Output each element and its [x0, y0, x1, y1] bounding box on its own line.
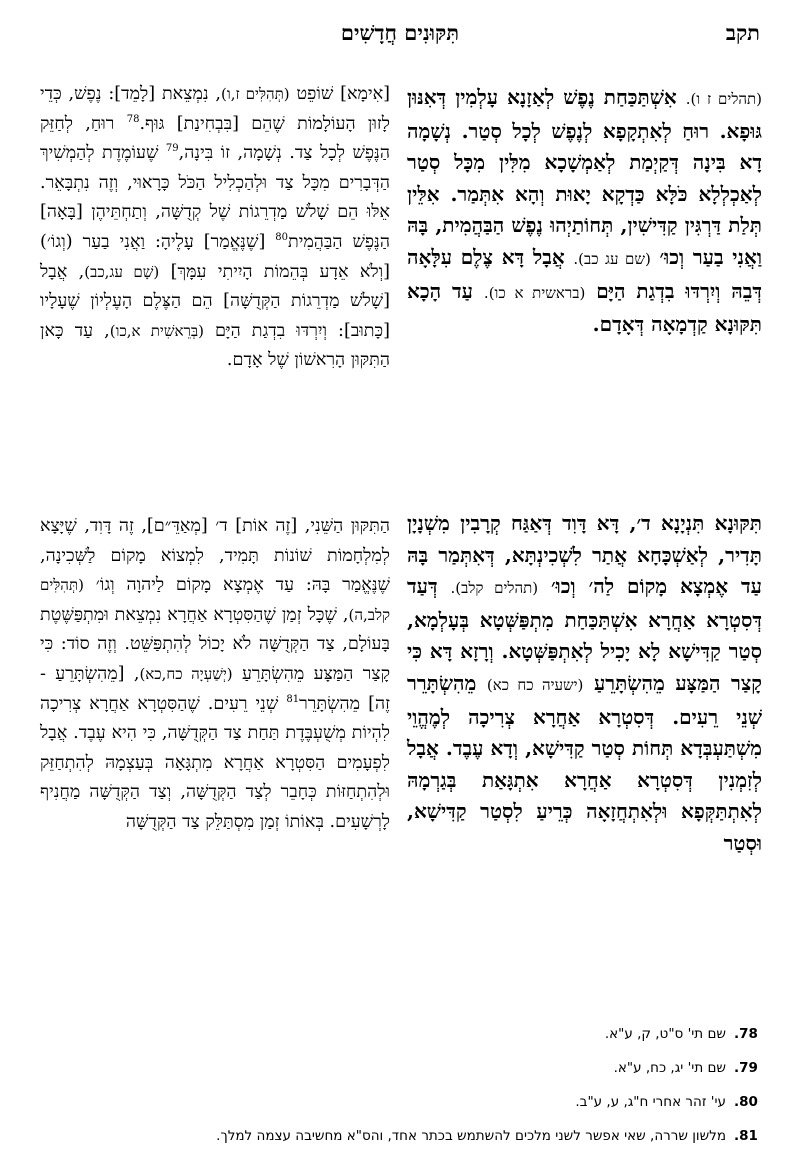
- footnote: [40, 1026, 760, 1060]
- footnotes: [40, 1026, 760, 1162]
- source-citation: (בראשית א כו).: [483, 283, 586, 302]
- footnote-number: 78.: [734, 1026, 758, 1042]
- footnote-text: עי' זהר אחרי ח"ג, ע, ע"ב.: [575, 1094, 726, 1110]
- footnote-number: 81.: [734, 1128, 758, 1144]
- footnote-ref[interactable]: 78: [126, 113, 140, 125]
- footnote-ref[interactable]: 79: [165, 143, 179, 155]
- source-citation: (יְשַׁעְיָה כח,כא): [139, 664, 233, 683]
- hebrew-text: רוּחַ, לְחַזֵּק הַנֶּפֶשׁ לְכָל צַד. נְשָׁמָה, זוֹ בִּינָה,: [40, 113, 390, 164]
- footnote-text: שם תי' ס"ט, ק, ע"א.: [604, 1026, 726, 1042]
- page-number: תקב: [725, 20, 760, 45]
- source-citation: (תְּהִלִּים קלב,ה): [40, 576, 390, 624]
- footnote: [40, 1060, 760, 1094]
- source-citation: (תְּהִלִּים ז,ו): [221, 85, 290, 103]
- aramaic-text: תִּקּוּנָא תִּנְיָנָא ד׳, דָּא דָּוִד דְּאַגַּח קְרָבִין מִשְׁנָיָן תָּדִיר, לְאַשְׁכָּחָא אֲתַר לִשְׁכִינְתָּא, דְּאִתְּמַר בָּהּ עַד אֶמְצָא מָקוֹם לַה׳ וְכוּ׳: [407, 511, 762, 599]
- hebrew-paragraph-2: [40, 512, 390, 838]
- footnote-text: שם תי' יג, כח, ע"א.: [613, 1060, 726, 1076]
- aramaic-text: עַד הָכָא תִּקּוּנָא קַדְמָאָה דְּאָדָם.: [407, 278, 762, 337]
- hebrew-text: [אִימָא] שׁוֹפֵט: [296, 84, 390, 104]
- book-title: תִּקּוּנִים חֲדָשִׁים: [340, 20, 460, 45]
- page-header: [40, 14, 760, 54]
- source-citation: (תהלים קלב).: [450, 579, 539, 598]
- source-citation: (תהלים ז ו).: [685, 90, 762, 108]
- hebrew-text: שְׁנֵי רֵעִים. שֶׁהַסִּטְרָא אַחֲרָא צְרִיכָה לִהְיוֹת מְשֻׁעְבֶּדֶת תַּחַת צַד הַקְּדֻשָּׁה, כִּי הִיא עֶבֶד. אֲבָל לִפְעָמִים הַסִּטְרָא אַחֲרָא מִתְגָּאָה בְּעַצְמָהּ לְהִתְחַזֵּק וּלְהִתְחַזּוֹת כְּחָבֵר לְצַד הַקְּדֻשָּׁה, וְצַד הַקְּדֻשָּׁה מַחֲנִיף לָרְשָׁעִים. בְּאוֹתוֹ זְמַן מִסְתַּלֵּק צַד הַקְּדֻשָּׁה: [40, 693, 390, 832]
- footnote-number: 80.: [734, 1094, 758, 1110]
- footnote-number: 79.: [734, 1060, 758, 1076]
- source-citation: (בְּרֵאשִׁית א,כו): [109, 321, 204, 340]
- hebrew-text: , נִמְצֵאת [לָמֵד]: נֶפֶשׁ, כְּדֵי לָזוּן הָעוֹלָמוֹת שֶׁהֵם [בִּבְחִינַת] גּוּף.: [40, 84, 390, 134]
- aramaic-paragraph-2: [407, 508, 762, 860]
- source-citation: (ישעיה כח כא): [486, 675, 584, 694]
- hebrew-text: , אֲבָל [שָׁלֹשׁ מַדְרֵגוֹת הַקְּדֻשָּׁה] הֵם הַצֶּלֶם הָעֶלְיוֹן שֶׁעָלָיו [כָּתוּב]: וְיִרְדּוּ בִדְגַת הַיָּם: [40, 261, 391, 341]
- aramaic-text: אִשְׁתַּכַּחַת נֶפֶשׁ לְאַזָנָא עָלְמִין דְּאִנּוּן גּוּפָא. רוּחַ לְאִתְקָפָא לְנֶפֶשׁ לְכָל סְטַר. נְשָׁמָה דָא בִּינָה דְּקַיְמַת לְאַמְשָׁכָא מִלִּין מִכָּל סְטַר לְאַכְלְלָא כֹּלָּא כַּדְקָא יָאוּת וְהָא אִתְּמַר. אִלֵּין תְּלַת דַּרְגִּין קַדִּישִׁין, תְּחוֹתַיְהוּ נֶפֶשׁ הַבַּהֲמִית, בָּהּ וַאֲנִי בַעַר וְכוּ׳: [407, 85, 762, 269]
- aramaic-text: אֲבָל דָּא צֶלֶם עִלָּאָה דְּבֵהּ וְיִרְדּוּ בִדְגַת הַיָּם: [407, 244, 763, 303]
- hebrew-text: [שֶׁנֶּאֱמַר] עָלֶיהָ: וַאֲנִי בַעַר (וְגוֹ׳) [וְלֹא אֵדָע בְּהֵמוֹת הָיִיתִי עִמָּךְ]: [40, 231, 391, 282]
- footnote-ref[interactable]: 80: [275, 232, 289, 244]
- hebrew-paragraph-1: [40, 80, 390, 376]
- source-citation: (שם עג כב).: [573, 249, 651, 268]
- hebrew-text: שֶׁעוֹמֶדֶת לְהַמְשִׁיךְ הַדְּבָרִים מִכָּל צַד וּלְהַכְלִיל הַכֹּל כָּרָאוּי, וְזֶה נִתְבָּאֵר. אֵלּוּ הֵם שָׁלֹשׁ מַדְרֵגוֹת שֶׁל קְדֻשָּׁה, וְתַחְתֵּיהֶן [בָּאָה] הַנֶּפֶשׁ הַבַּהֲמִית: [40, 143, 390, 252]
- aramaic-text: דְּעַד דְּסִטְרָא אַחֲרָא אִשְׁתַּכַּחַת מִתְפַּשְּׁטָא בְּעָלְמָא, סְטַר קַדִּישָׁא לָא יָכִיל לְאִתְפַּשְּׁטָא. וְרָזָא דָּא כִּי קָצַר הַמַּצָּע מֵהִשְׂתָּרֵעַ: [407, 574, 763, 695]
- hebrew-text: , שֶׁכָּל זְמַן שֶׁהַסִּטְרָא אַחֲרָא נִמְצֵאת וּמִתְפַּשֶּׁטֶת בָּעוֹלָם, צַד הַקְּדֻשָּׁה לֹא יָכוֹל לְהִתְפַּשֵּׁט. וְזֶה סוֹד: כִּי קָצַר הַמַּצָּע מֵהִשְׂתָּרֵעַ: [40, 604, 391, 684]
- footnote-ref[interactable]: 81: [286, 693, 300, 705]
- footnote: [40, 1094, 760, 1128]
- aramaic-paragraph-1: [407, 82, 762, 341]
- aramaic-text: מֵהִשְׂתָּרֵר שְׁנֵי רֵעִים. דְּסִטְרָא אַחֲרָא צְרִיכָה לְמֶהֱוֵי מִשְׁתַּעְבְּדָא תְּחוֹת סְטַר קַדִּישָׁא, וְדָא עֶבֶד. אֲבָל לְזִמְנִין דְּסִטְרָא אַחֲרָא אִתְגָּאַת בְּגַרְמָהּ לְאִתְתַּקְּפָא וּלְאִתְחֲזָאָה כְּרֵיעַ לִסְטַר קַדִּישָׁא, וּסְטַר: [407, 670, 762, 855]
- hebrew-text: , עַד כָּאן הַתִּקּוּן הָרִאשׁוֹן שֶׁל אָדָם.: [40, 320, 390, 371]
- source-citation: (שָׁם עג,כב): [84, 262, 160, 281]
- footnote: [40, 1128, 760, 1162]
- hebrew-text: הַתִּקּוּן הַשֵּׁנִי, [זֶה אוֹת] ד׳ [מְאַדֵּ״ם], זֶה דָּוִד, שֶׁיָּצָא לְמִלְחָמוֹת שׁוֹנוֹת תָּמִיד, לִמְצוֹא מָקוֹם לַשְּׁכִינָה, שֶׁנֶּאֱמַר בָּהּ: עַד אֶמְצָא מָקוֹם לַיהוָה וְגוֹ׳: [40, 516, 391, 596]
- footnote-text: מלשון שררה, שאי אפשר לשני מלכים להשתמש בכתר אחד, והס"א מחשיבה עצמה למלך.: [216, 1128, 726, 1144]
- hebrew-text: , [מֵהִשְׂתָּרֵעַ - זֶה] מֵהִשְׂתָּרֵר: [40, 663, 390, 714]
